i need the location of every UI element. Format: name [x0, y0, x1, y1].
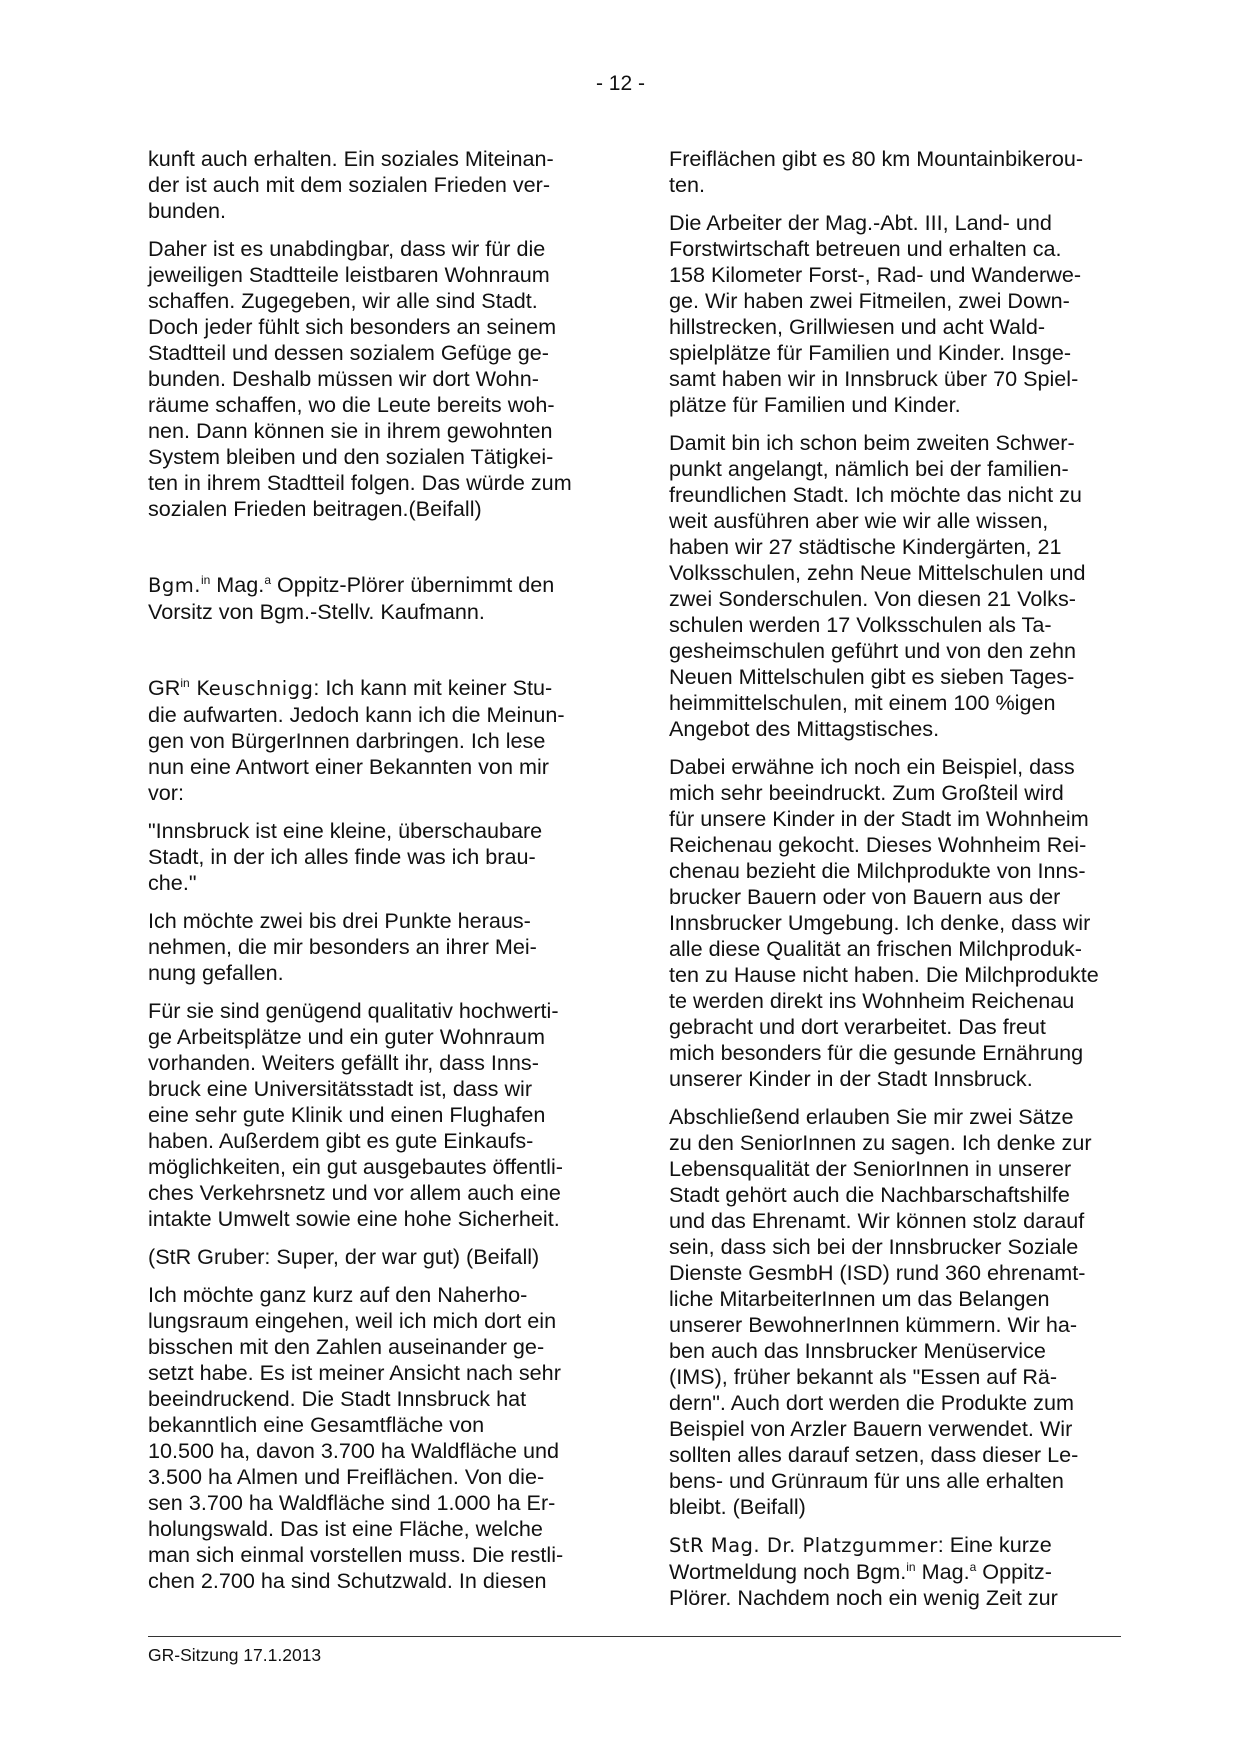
interjection: (StR Gruber: Super, der war gut) (Beifall) [148, 1244, 540, 1269]
left-column [148, 146, 600, 1606]
quote-paragraph: "Innsbruck ist eine kleine, überschaubare Stadt, in der ich alles finde was ich brau- che." [148, 818, 543, 895]
right-column [669, 146, 1121, 1623]
speech-text: Oppitz- Plörer. Nachdem noch ein wenig Zeit zur [669, 1559, 1058, 1610]
paragraph: Freiflächen gibt es 80 km Mountainbikerou- ten. [669, 146, 1084, 197]
speech-keuschnigg [148, 675, 600, 806]
speaker-title: Bgm. [148, 574, 201, 597]
paragraph: Ich möchte ganz kurz auf den Naherho- lungsraum eingehen, weil ich mich dort ein bisschen mit den Zahlen auseinander ge- setzt habe. Es ist meiner Ansicht nach sehr beeindruckend. Die Stadt Innsbruck hat bekanntlich eine Gesamtfläche von 10.500 ha, davon 3.700 ha Waldfläche und 3.500 ha Almen und Freiflächen. Von die- sen 3.700 ha Waldfläche sind 1.000 ha Er- holungswald. Das ist eine Fläche, welche man sich einmal vorstellen muss. Die restli- chen 2.700 ha sind Schutzwald. In diesen [148, 1282, 564, 1593]
speech-text: : Eine kurze Wortmeldung noch Bgm. [669, 1532, 1052, 1584]
paragraph: kunft auch erhalten. Ein soziales Miteinan- der ist auch mit dem sozialen Frieden ver- bunden. [148, 146, 554, 223]
superscript: a [969, 1559, 977, 1574]
speech-text: : Ich kann mit keiner Stu- die aufwarten. Jedoch kann ich die Meinun- gen von BürgerInnen darbringen. Ich lese nun eine Antwort einer Bekannten von mir vor: [148, 675, 565, 805]
paragraph: Abschließend erlauben Sie mir zwei Sätze zu den SeniorInnen zu sagen. Ich denke zur Lebensqualität der SeniorInnen in unserer Stadt gehört auch die Nachbarschaftshilfe und das Ehrenamt. Wir können stolz darauf sein, dass sich bei der Innsbrucker Soziale Dienste GesmbH (ISD) rund 360 ehrenamt- liche MitarbeiterInnen um das Belangen unserer BewohnerInnen kümmern. Wir ha- ben auch das Innsbrucker Menüservice (IMS), früher bekannt als "Essen auf Rä- dern". Auch dort werden die Produkte zum Beispiel von Arzler Bauern verwendet. Wir sollten alles darauf setzen, dass dieser Le- bens- und Grünraum für uns alle erhalten bleibt. (Beifall) [669, 1104, 1092, 1519]
chair-change-note [148, 572, 600, 625]
footer-session-date: GR-Sitzung 17.1.2013 [148, 1645, 322, 1665]
paragraph: Die Arbeiter der Mag.-Abt. III, Land- und Forstwirtschaft betreuen und erhalten ca. 158 Kilometer Forst-, Rad- und Wanderwe- ge. Wir haben zwei Fitmeilen, zwei Down- hillstrecken, Grillwiesen und acht Wald- spielplätze für Familien und Kinder. Insge- samt haben wir in Innsbruck über 70 Spiel- plätze für Familien und Kinder. [669, 210, 1082, 417]
paragraph: Damit bin ich schon beim zweiten Schwer- punkt angelangt, nämlich bei der familien- freundlichen Stadt. Ich möchte das nicht zu weit ausführen aber wie wir alle wissen, haben wir 27 städtische Kindergärten, 21 Volksschulen, zehn Neue Mittelschulen und zwei Sonderschulen. Von diesen 21 Volks- schulen werden 17 Volksschulen als Ta- gesheimschulen geführt und von den zehn Neuen Mittelschulen gibt es sieben Tages- heimmittelschulen, mit einem 100 %igen Angebot des Mittagstisches. [669, 430, 1086, 741]
superscript: in [906, 1559, 916, 1574]
paragraph: Für sie sind genügend qualitativ hochwerti- ge Arbeitsplätze und ein guter Wohnraum vorhanden. Weiters gefällt ihr, dass Inns- bruck eine Universitätsstadt ist, dass wir eine sehr gute Klinik und einen Flughafen haben. Außerdem gibt es gute Einkaufs- möglichkeiten, ein gut ausgebautes öffentli- ches Verkehrsnetz und vor allem auch eine intakte Umwelt sowie eine hohe Sicherheit. [148, 998, 563, 1231]
paragraph: Dabei erwähne ich noch ein Beispiel, dass mich sehr beeindruckt. Zum Großteil wird für unsere Kinder in der Stadt im Wohnheim Reichenau gekocht. Dieses Wohnheim Rei- chenau bezieht die Milchprodukte von Inns- brucker Bauern oder von Bauern aus der Innsbrucker Umgebung. Ich denke, dass wir alle diese Qualität an frischen Milchproduk- ten zu Hause nicht haben. Die Milchprodukte te werden direkt ins Wohnheim Reichenau gebracht und dort verarbeitet. Das freut mich besonders für die gesunde Ernährung unserer Kinder in der Stadt Innsbruck. [669, 754, 1099, 1091]
superscript: in [180, 675, 190, 690]
speech-text: Mag. [915, 1559, 970, 1584]
note-text: Oppitz-Plörer übernimmt den Vorsitz von Bgm.-Stellv. Kaufmann. [148, 572, 555, 624]
paragraph: Ich möchte zwei bis drei Punkte heraus- nehmen, die mir besonders an ihrer Mei- nung gefallen. [148, 908, 537, 985]
superscript: in [200, 572, 211, 587]
speaker-title: GR [148, 675, 181, 700]
superscript: a [264, 572, 271, 587]
page-number: - 12 - [595, 72, 645, 95]
speaker-name: StR Mag. Dr. Platzgummer [669, 1534, 938, 1557]
speaker-name: Keuschnigg [189, 677, 314, 700]
speech-platzgummer [669, 1532, 1121, 1611]
speaker-title: Mag. [210, 572, 265, 597]
paragraph: Daher ist es unabdingbar, dass wir für die jeweiligen Stadtteile leistbaren Wohnraum schaffen. Zugegeben, wir alle sind Stadt. Doch jeder fühlt sich besonders an seinem Stadtteil und dessen sozialem Gefüge ge- bunden. Deshalb müssen wir dort Wohn- räume schaffen, wo die Leute bereits woh- nen. Dann können sie in ihrem gewohnten System bleiben und den sozialen Tätigkei- ten in ihrem Stadtteil folgen. Das würde zum sozialen Frieden beitragen.(Beifall) [148, 236, 572, 521]
footer-divider [148, 1636, 1121, 1637]
